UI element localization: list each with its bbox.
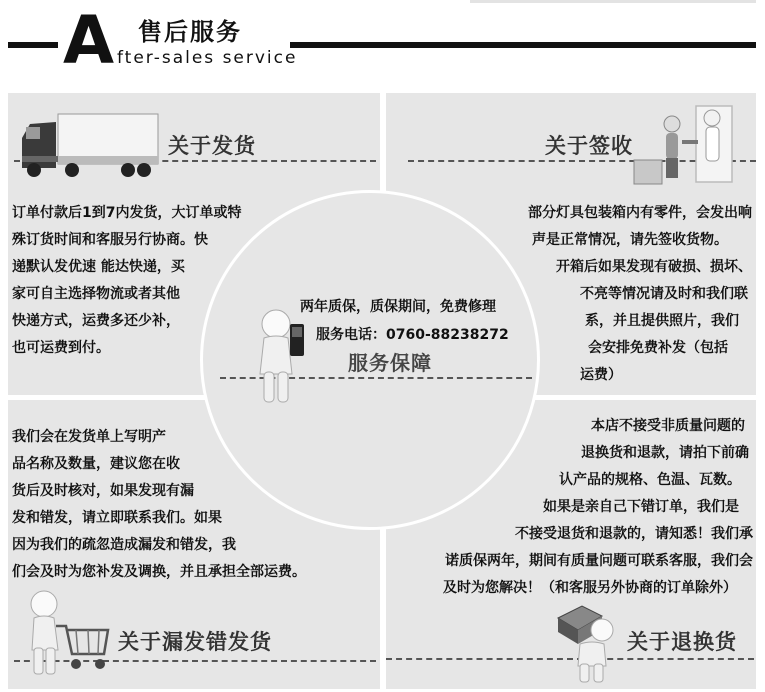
missing-line: 发和错发，请立即联系我们。如果 [12,510,222,526]
missing-line: 因为我们的疏忽造成漏发和错发，我 [12,537,236,553]
returns-line: 不接受退货和退款的，请知悉！我们承 [515,526,753,542]
header-rule-right [290,42,756,48]
shipping-line: 殊订货时间和客服另行协商。快 [12,232,208,248]
center-phone: 服务电话：0760-88238272 [316,327,509,343]
signing-line: 部分灯具包装箱内有零件，会发出响 [528,205,752,221]
signing-line: 会安排免费补发（包括 [588,340,728,356]
center-warranty: 两年质保，质保期间，免费修理 [300,299,496,315]
signing-line: 不亮等情况请及时和我们联 [580,286,748,302]
shipping-line: 递默认发优速 能达快递，买 [12,259,185,275]
shipping-title: 关于发货 [168,134,256,158]
returns-line: 诺质保两年，期间有质量问题可联系客服，我们会 [445,553,753,569]
missing-line: 品名称及数量，建议您在收 [12,456,180,472]
signing-title: 关于签收 [545,134,633,158]
delivery-person-icon [632,100,742,190]
box-carrying-person-icon [552,604,616,684]
shipping-line: 家可自主选择物流或者其他 [12,286,180,302]
signing-line: 开箱后如果发现有破损、损坏、 [556,259,752,275]
returns-text [443,413,753,602]
missing-line: 货后及时核对，如果发现有漏 [12,483,194,499]
returns-line: 退换货和退款，请拍下前确 [581,445,749,461]
header-initial: A [63,2,115,79]
returns-line: 及时为您解决！（和客服另外协商的订单除外） [443,580,737,596]
truck-icon [20,112,160,182]
returns-line: 本店不接受非质量问题的 [591,418,745,434]
signing-line: 声是正常情况，请先签收货物。 [532,232,728,248]
missing-text [12,424,306,586]
shipping-line: 订单付款后1到7内发货，大订单或特 [12,205,242,221]
signing-line: 运费） [580,367,622,383]
missing-title: 关于漏发错发货 [118,630,272,654]
phone-person-icon [248,308,318,408]
missing-line: 们会及时为您补发及调换，并且承担全部运费。 [12,564,306,580]
center-title: 服务保障 [348,351,432,375]
signing-line: 系，并且提供照片，我们 [585,313,739,329]
missing-line: 我们会在发货单上写明产 [12,429,166,445]
shipping-line: 快递方式，运费多还少补， [12,313,180,329]
top-rule [470,0,756,3]
shipping-line: 也可运费到付。 [12,340,110,356]
shipping-text [12,200,241,362]
header-title: 售后服务 [138,18,242,46]
header-rule-left [8,42,58,48]
signing-text [528,200,752,389]
returns-line: 如果是亲自己下错订单，我们是 [543,499,739,515]
shopping-cart-person-icon [26,590,112,680]
returns-title: 关于退换货 [627,630,737,654]
header-subtitle: fter-sales service [117,48,298,68]
returns-line: 认产品的规格、色温、瓦数。 [559,472,741,488]
